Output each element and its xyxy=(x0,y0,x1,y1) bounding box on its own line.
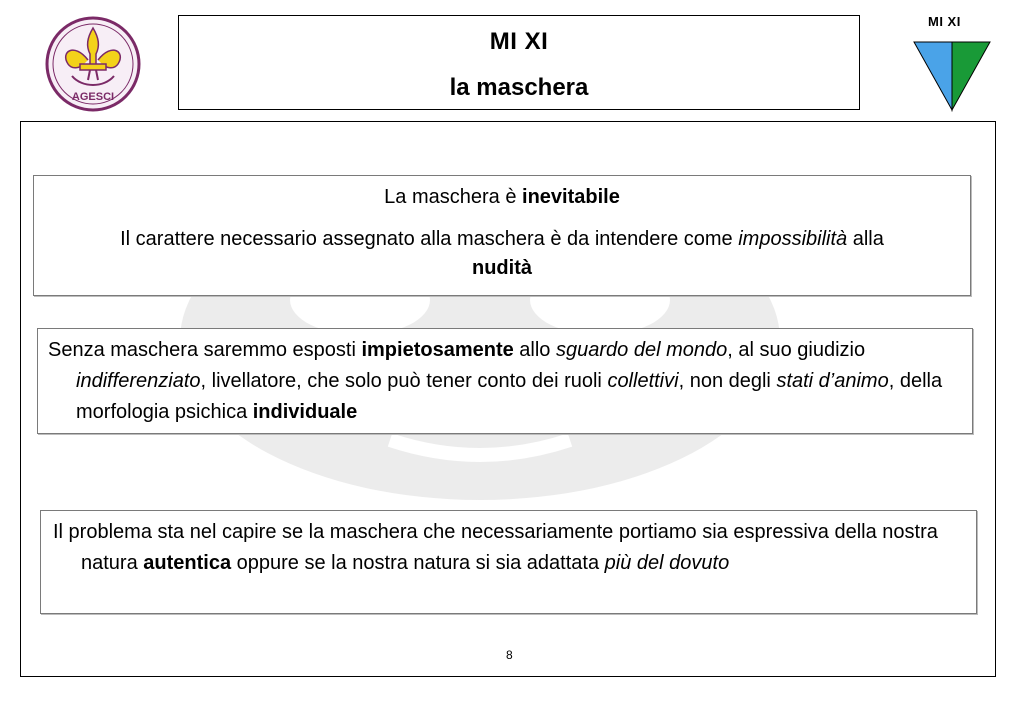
agesci-logo xyxy=(44,14,142,114)
text-run: , al suo giudizio xyxy=(727,339,866,361)
bold-term: individuale xyxy=(252,401,358,423)
bold-term: nudità xyxy=(472,257,532,279)
text-box-problem xyxy=(40,510,977,614)
slide-title: la maschera xyxy=(449,74,589,101)
text-run: , livellatore, che solo può tener conto dei ruoli xyxy=(200,370,608,392)
paragraph-character xyxy=(34,225,970,283)
text-run: , non degli xyxy=(678,370,777,392)
text-run: , della morfologia psichica xyxy=(76,370,943,423)
paragraph-inevitable xyxy=(34,182,970,213)
italic-term: collettivi xyxy=(607,370,679,392)
paragraph-exposed xyxy=(48,335,952,428)
text-run: oppure se la nostra natura si sia adattata xyxy=(231,552,605,574)
logo-text: AGESCI xyxy=(71,91,115,103)
bold-term: autentica xyxy=(143,552,232,574)
text-run: Il problema sta nel capire se la maschera che necessariamente portiamo sia espressiva della nostra natura xyxy=(53,521,938,574)
bold-term: inevitabile xyxy=(522,186,620,208)
italic-term: indifferenziato xyxy=(76,370,201,392)
text-box-exposed xyxy=(37,328,973,434)
italic-term: sguardo del mondo xyxy=(555,339,728,361)
italic-term: più del dovuto xyxy=(604,552,730,574)
text-run: La maschera è xyxy=(384,186,523,208)
text-run: allo xyxy=(513,339,556,361)
triangle-badge-icon xyxy=(912,40,992,112)
text-box-inevitable xyxy=(33,175,971,296)
italic-term: impossibilità xyxy=(738,228,848,250)
text-run: Senza maschera saremmo esposti xyxy=(48,339,362,361)
italic-term: stati d’animo xyxy=(776,370,889,392)
badge-label: MI XI xyxy=(928,14,961,29)
text-run: alla xyxy=(847,228,884,250)
paragraph-problem xyxy=(53,517,956,579)
title-box xyxy=(178,15,860,110)
page-number: 8 xyxy=(506,648,513,662)
slide-code-title: MI XI xyxy=(489,28,549,55)
text-run: Il carattere necessario assegnato alla maschera è da intendere come xyxy=(120,228,739,250)
bold-term: impietosamente xyxy=(361,339,514,361)
